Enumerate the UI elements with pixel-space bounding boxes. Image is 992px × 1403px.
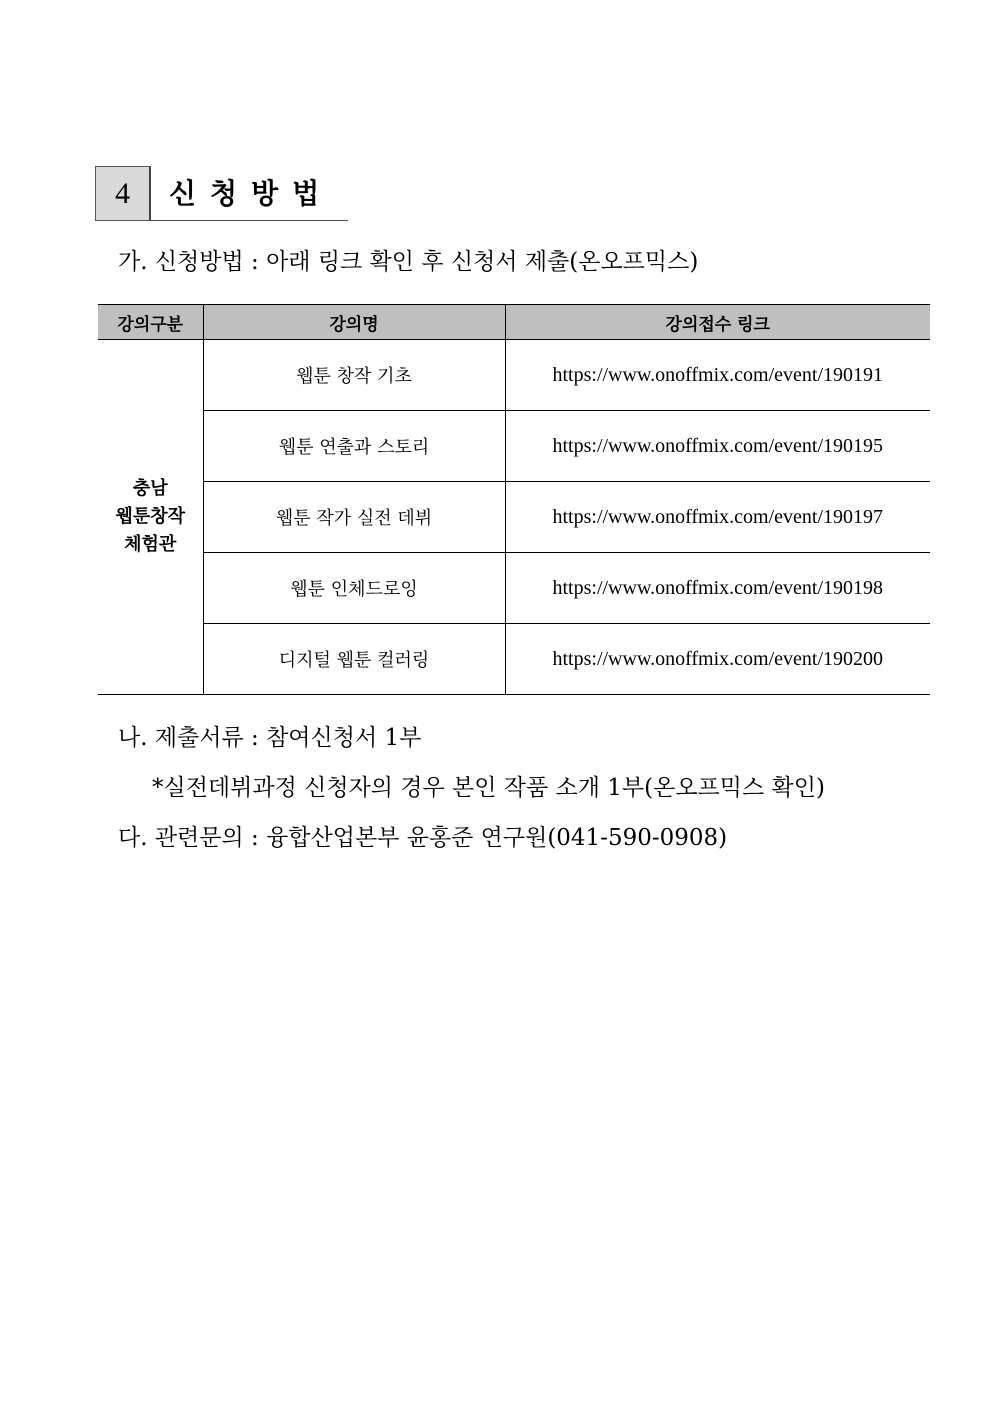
note-paragraph: *실전데뷔과정 신청자의 경우 본인 작품 소개 1부(온오프믹스 확인): [152, 775, 825, 801]
lecture-link[interactable]: https://www.onoffmix.com/event/190195: [505, 411, 930, 482]
lecture-table: [98, 304, 930, 695]
lecture-name: 디지털 웹툰 컬러링: [203, 624, 505, 695]
inquiry-paragraph: 다. 관련문의 : 융합산업본부 윤홍준 연구원(041-590-0908): [118, 825, 728, 851]
section-title: 신청방법: [169, 177, 334, 210]
category-line: 웹툰창작: [115, 506, 186, 527]
table-header-row: [98, 305, 930, 340]
section-header: [95, 166, 348, 223]
table-row: [98, 340, 930, 411]
method-paragraph: 가. 신청방법 : 아래 링크 확인 후 신청서 제출(온오프믹스): [118, 249, 699, 275]
table-row: [98, 411, 930, 482]
lecture-name: 웹툰 연출과 스토리: [203, 411, 505, 482]
header-lecture-name: 강의명: [203, 305, 505, 340]
table-row: [98, 553, 930, 624]
lecture-link[interactable]: https://www.onoffmix.com/event/190200: [505, 624, 930, 695]
table-row: [98, 482, 930, 553]
lecture-name: 웹툰 인체드로잉: [203, 553, 505, 624]
category-line: 충남: [132, 478, 168, 499]
header-category: 강의구분: [98, 305, 203, 340]
lecture-link[interactable]: https://www.onoffmix.com/event/190197: [505, 482, 930, 553]
documents-paragraph: 나. 제출서류 : 참여신청서 1부: [118, 725, 422, 751]
header-lecture-link: 강의접수 링크: [505, 305, 930, 340]
lecture-link[interactable]: https://www.onoffmix.com/event/190198: [505, 553, 930, 624]
section-number: 4: [95, 166, 151, 221]
section-underline: [151, 220, 348, 221]
category-cell: [98, 340, 203, 695]
category-line: 체험관: [124, 534, 177, 555]
lecture-link[interactable]: https://www.onoffmix.com/event/190191: [505, 340, 930, 411]
lecture-name: 웹툰 창작 기초: [203, 340, 505, 411]
table-row: [98, 624, 930, 695]
lecture-name: 웹툰 작가 실전 데뷔: [203, 482, 505, 553]
